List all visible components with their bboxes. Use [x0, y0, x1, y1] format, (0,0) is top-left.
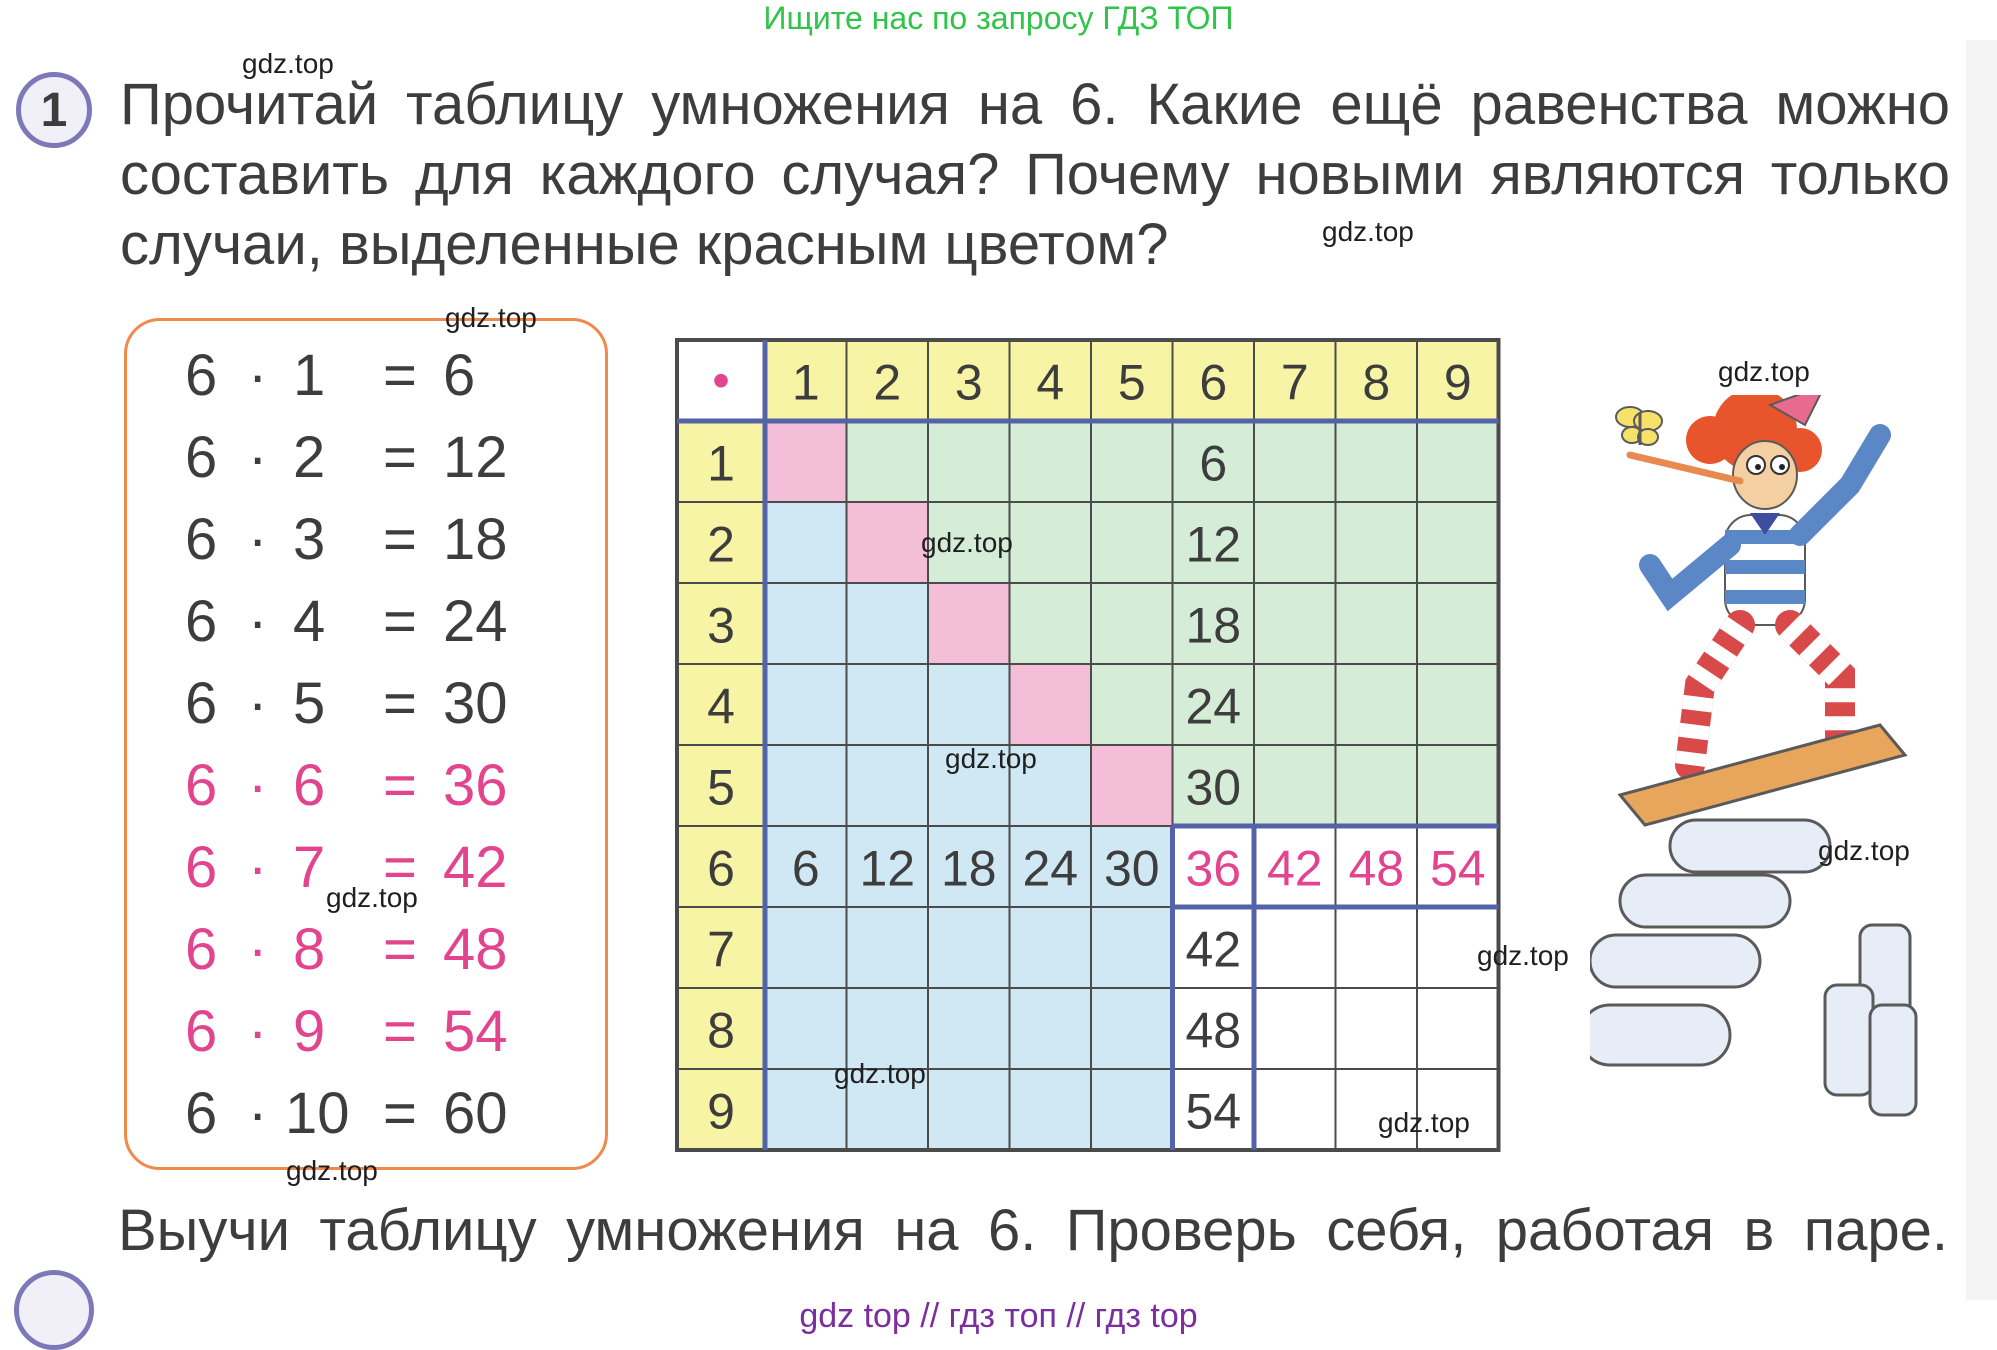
grid-cell — [1254, 583, 1336, 664]
grid-cell — [1254, 664, 1336, 745]
equals-sign: = — [383, 999, 417, 1064]
equals-sign: = — [383, 343, 417, 408]
clown-illustration — [1590, 395, 1960, 1155]
clown-drawing — [1590, 395, 1960, 1155]
grid-cell — [1254, 745, 1336, 826]
grid-cell — [1010, 988, 1092, 1069]
top-banner: Ищите нас по запросу ГДЗ ТОП — [763, 0, 1234, 36]
grid-cell — [1336, 745, 1418, 826]
grid-cell — [765, 664, 847, 745]
column-header: 5 — [1117, 354, 1146, 411]
column-6-value: 36 — [1185, 840, 1242, 897]
grid-cell — [928, 583, 1010, 664]
row-6-value: 48 — [1348, 840, 1405, 897]
product: 42 — [443, 835, 508, 900]
page-edge — [1966, 40, 1997, 1300]
column-header: 6 — [1199, 354, 1228, 411]
grid-cell — [765, 583, 847, 664]
watermark: gdz.top — [286, 1155, 378, 1186]
row-header: 4 — [707, 678, 735, 735]
factor-a: 6 — [185, 343, 218, 408]
grid-cell — [847, 421, 929, 502]
factor-b: 1 — [293, 343, 326, 408]
column-6-value: 30 — [1185, 759, 1242, 816]
grid-cell — [928, 664, 1010, 745]
watermark: gdz.top — [1378, 1107, 1470, 1138]
grid-cell — [1254, 421, 1336, 502]
column-6-value: 24 — [1185, 678, 1242, 735]
grid-cell — [1010, 421, 1092, 502]
grid-cell — [928, 421, 1010, 502]
column-6-value: 6 — [1199, 435, 1228, 492]
grid-cell — [847, 583, 929, 664]
row-6-value: 30 — [1103, 840, 1160, 897]
row-header: 9 — [707, 1083, 735, 1140]
multiply-sign: · — [248, 917, 268, 982]
task-line-1: Прочитай таблицу умножения на 6. Какие ещё равенства можно — [120, 72, 1950, 137]
watermark: gdz.top — [445, 302, 537, 333]
grid-cell — [765, 907, 847, 988]
factor-b: 10 — [285, 1081, 350, 1146]
factor-a: 6 — [185, 999, 218, 1064]
factor-b: 9 — [293, 999, 326, 1064]
factor-a: 6 — [185, 507, 218, 572]
bottom-instruction: Выучи таблицу умножения на 6. Проверь себя, работая в паре. — [118, 1198, 1948, 1263]
multiply-sign: · — [248, 589, 268, 654]
row-6-value: 42 — [1266, 840, 1323, 897]
equals-sign: = — [383, 835, 417, 900]
product: 18 — [443, 507, 508, 572]
factor-b: 8 — [293, 917, 326, 982]
watermark: gdz.top — [1322, 216, 1414, 247]
product: 48 — [443, 917, 508, 982]
grid-cell — [1010, 583, 1092, 664]
grid-cell — [1091, 907, 1173, 988]
grid-cell — [1254, 1069, 1336, 1150]
grid-cell — [1010, 664, 1092, 745]
watermark: gdz.top — [326, 882, 418, 913]
grid-cell — [1254, 988, 1336, 1069]
grid-cell — [928, 1069, 1010, 1150]
row-header: 6 — [707, 840, 735, 897]
row-header: 3 — [707, 597, 735, 654]
grid-cell — [1336, 907, 1418, 988]
grid-cell — [1254, 502, 1336, 583]
grid-cell — [928, 907, 1010, 988]
grid-cell — [1336, 664, 1418, 745]
row-6-value: 54 — [1429, 840, 1486, 897]
watermark: gdz.top — [834, 1058, 926, 1089]
product: 60 — [443, 1081, 508, 1146]
bottom-banner: gdz top // гдз топ // гдз top — [799, 1297, 1198, 1335]
grid-cell — [1091, 745, 1173, 826]
watermark: gdz.top — [921, 527, 1013, 558]
grid-cell — [1091, 1069, 1173, 1150]
multiply-sign: · — [248, 671, 268, 736]
task-line-3: случаи, выделенные красным цветом? — [120, 212, 1169, 277]
multiply-sign: · — [248, 835, 268, 900]
column-header: 8 — [1362, 354, 1391, 411]
watermark: gdz.top — [242, 48, 334, 79]
column-header: 9 — [1443, 354, 1472, 411]
grid-cell — [765, 421, 847, 502]
task-line-2: составить для каждого случая? Почему новыми являются только — [120, 142, 1950, 207]
multiply-sign: · — [248, 1081, 268, 1146]
task-text — [120, 70, 1950, 280]
column-6-value: 42 — [1185, 921, 1242, 978]
grid-cell — [1010, 1069, 1092, 1150]
row-header: 7 — [707, 921, 735, 978]
grid-cell — [1417, 502, 1499, 583]
factor-b: 4 — [293, 589, 326, 654]
grid-cell — [1091, 988, 1173, 1069]
row-6-value: 12 — [859, 840, 916, 897]
grid-cell — [1417, 421, 1499, 502]
row-6-value: 18 — [940, 840, 997, 897]
grid-cell — [928, 988, 1010, 1069]
clown-head — [1630, 395, 1825, 509]
grid-cell — [1336, 988, 1418, 1069]
column-6-value: 54 — [1185, 1083, 1242, 1140]
multiply-sign: · — [248, 999, 268, 1064]
grid-cell — [847, 988, 929, 1069]
task-number: 1 — [40, 83, 68, 137]
factor-a: 6 — [185, 425, 218, 490]
grid-cell — [1417, 583, 1499, 664]
multiplication-grid — [674, 337, 1504, 1157]
equals-sign: = — [383, 1081, 417, 1146]
column-header: 7 — [1280, 354, 1309, 411]
factor-a: 6 — [185, 1081, 218, 1146]
grid-cell — [1010, 502, 1092, 583]
grid-cell — [765, 988, 847, 1069]
watermark: gdz.top — [945, 743, 1037, 774]
grid-cell — [847, 907, 929, 988]
equals-sign: = — [383, 917, 417, 982]
corner-symbol: • — [712, 352, 730, 409]
row-header: 5 — [707, 759, 735, 816]
factor-b: 6 — [293, 753, 326, 818]
factor-a: 6 — [185, 917, 218, 982]
column-6-value: 48 — [1185, 1002, 1242, 1059]
multiply-sign: · — [248, 507, 268, 572]
equals-sign: = — [383, 425, 417, 490]
factor-a: 6 — [185, 753, 218, 818]
product: 30 — [443, 671, 508, 736]
grid-cell — [765, 502, 847, 583]
grid-cell — [1091, 583, 1173, 664]
grid-cell — [1336, 421, 1418, 502]
column-6-value: 18 — [1185, 597, 1242, 654]
grid-cell — [1254, 907, 1336, 988]
product: 24 — [443, 589, 508, 654]
watermark: gdz.top — [1818, 835, 1910, 866]
equals-sign: = — [383, 507, 417, 572]
grid-cell — [1417, 745, 1499, 826]
product: 54 — [443, 999, 508, 1064]
factor-b: 2 — [293, 425, 326, 490]
grid-cell — [847, 502, 929, 583]
grid-cell — [1010, 907, 1092, 988]
factor-b: 5 — [293, 671, 326, 736]
grid-cell — [1091, 664, 1173, 745]
grid-cell — [1417, 664, 1499, 745]
watermark: gdz.top — [1477, 940, 1569, 971]
grid-cell — [847, 664, 929, 745]
product: 36 — [443, 753, 508, 818]
grid-cell — [1091, 502, 1173, 583]
row-header: 2 — [707, 516, 735, 573]
equals-sign: = — [383, 589, 417, 654]
column-header: 1 — [791, 354, 820, 411]
equals-sign: = — [383, 671, 417, 736]
column-header: 3 — [954, 354, 983, 411]
grid-cell — [765, 745, 847, 826]
multiply-sign: · — [248, 425, 268, 490]
column-header: 2 — [873, 354, 902, 411]
factor-b: 7 — [293, 835, 326, 900]
product: 12 — [443, 425, 508, 490]
equations-box — [124, 318, 608, 1170]
row-6-value: 24 — [1022, 840, 1079, 897]
grid-cell — [1336, 583, 1418, 664]
product: 6 — [443, 343, 476, 408]
grid-cell — [1417, 988, 1499, 1069]
column-header: 4 — [1036, 354, 1065, 411]
column-6-value: 12 — [1185, 516, 1242, 573]
row-header: 1 — [707, 435, 735, 492]
factor-b: 3 — [293, 507, 326, 572]
multiplication-grid-svg — [674, 337, 1504, 1157]
grid-cell — [847, 745, 929, 826]
grid-cell — [1336, 502, 1418, 583]
multiply-sign: · — [248, 343, 268, 408]
butterfly-icon — [1616, 407, 1662, 445]
multiply-sign: · — [248, 753, 268, 818]
balance-board — [1620, 725, 1905, 825]
factor-a: 6 — [185, 835, 218, 900]
equals-sign: = — [383, 753, 417, 818]
row-6-value: 6 — [791, 840, 820, 897]
task-number-badge — [16, 72, 92, 148]
watermark: gdz.top — [1718, 356, 1810, 387]
grid-cell — [1091, 421, 1173, 502]
factor-a: 6 — [185, 589, 218, 654]
row-header: 8 — [707, 1002, 735, 1059]
factor-a: 6 — [185, 671, 218, 736]
